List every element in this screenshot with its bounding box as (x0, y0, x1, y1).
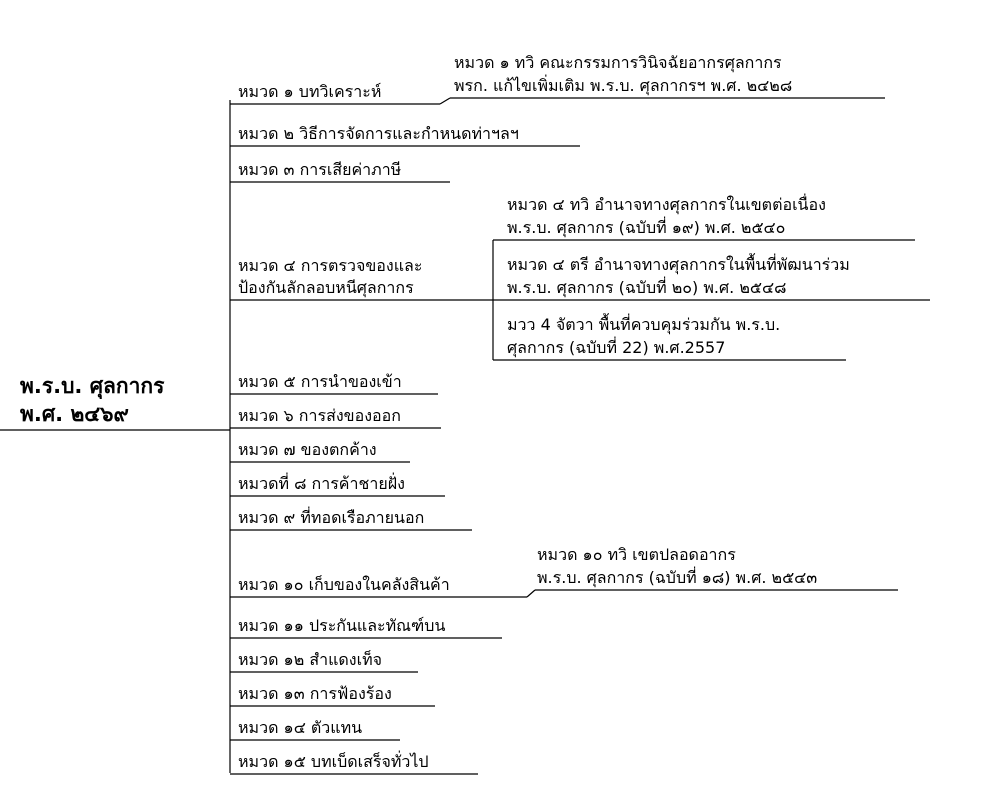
chapter-13: หมวด ๑๓ การฟ้องร้อง (238, 684, 392, 703)
chapter-2: หมวด ๒ วิธีการจัดการและกำหนดท่าฯลฯ (238, 124, 519, 143)
root-title: พ.ร.บ. ศุลกากร (20, 374, 165, 398)
chapter-9: หมวด ๙ ที่ทอดเรือภายนอก (238, 508, 425, 527)
chapter-4-quater-line-2: ศุลกากร (ฉบับที่ 22) พ.ศ.2557 (507, 338, 726, 357)
chapter-4-quater-line-1: มวว 4 จัตวา พื้นที่ควบคุมร่วมกัน พ.ร.บ. (507, 315, 781, 334)
chapter-15: หมวด ๑๕ บทเบ็ดเสร็จทั่วไป (238, 752, 429, 771)
chapter-4-bis-line-1: หมวด ๔ ทวิ อำนาจทางศุลกากรในเขตต่อเนื่อง (507, 195, 826, 214)
root-node (20, 372, 164, 428)
chapter-1: หมวด ๑ บทวิเคราะห์ (238, 82, 382, 101)
chapter-6: หมวด ๖ การส่งของออก (238, 406, 401, 425)
chapter-7: หมวด ๗ ของตกค้าง (238, 440, 377, 459)
chapter-14: หมวด ๑๔ ตัวแทน (238, 718, 363, 737)
chapter-10-bis-line-1: หมวด ๑๐ ทวิ เขตปลอดอากร (537, 545, 736, 564)
chapter-5: หมวด ๕ การนำของเข้า (238, 372, 402, 391)
chapter-11: หมวด ๑๑ ประกันและทัณฑ์บน (238, 616, 446, 635)
chapter-4-ter-line-1: หมวด ๔ ตรี อำนาจทางศุลกากรในพื้นที่พัฒนาร่วม (507, 255, 850, 274)
chapter-3: หมวด ๓ การเสียค่าภาษี (238, 160, 402, 179)
chapter-4-line-1: หมวด ๔ การตรวจของและ (238, 256, 423, 275)
chapter-10: หมวด ๑๐ เก็บของในคลังสินค้า (238, 575, 450, 594)
chapter-12: หมวด ๑๒ สำแดงเท็จ (238, 650, 382, 669)
chapter-1-bis-line-1: หมวด ๑ ทวิ คณะกรรมการวินิจฉัยอากรศุลกากร (454, 53, 782, 72)
chapter-4-bis-line-2: พ.ร.บ. ศุลกากร (ฉบับที่ ๑๙) พ.ศ. ๒๕๔๐ (507, 218, 786, 237)
chapter-8: หมวดที่ ๘ การค้าชายฝั่ง (238, 474, 405, 493)
chapter-10-bis-line-2: พ.ร.บ. ศุลกากร (ฉบับที่ ๑๘) พ.ศ. ๒๕๔๓ (537, 568, 818, 587)
chapter-4-ter-line-2: พ.ร.บ. ศุลกากร (ฉบับที่ ๒๐) พ.ศ. ๒๕๔๘ (507, 278, 787, 297)
root-year: พ.ศ. ๒๔๖๙ (20, 402, 129, 426)
ch10-connector (527, 590, 535, 597)
chapter-4-line-2: ป้องกันลักลอบหนีศุลกากร (238, 278, 414, 297)
chapter-1-bis-line-2: พรก. แก้ไขเพิ่มเติม พ.ร.บ. ศุลกากรฯ พ.ศ. ๒๔๒๘ (454, 76, 793, 95)
ch1-connector (440, 98, 450, 104)
